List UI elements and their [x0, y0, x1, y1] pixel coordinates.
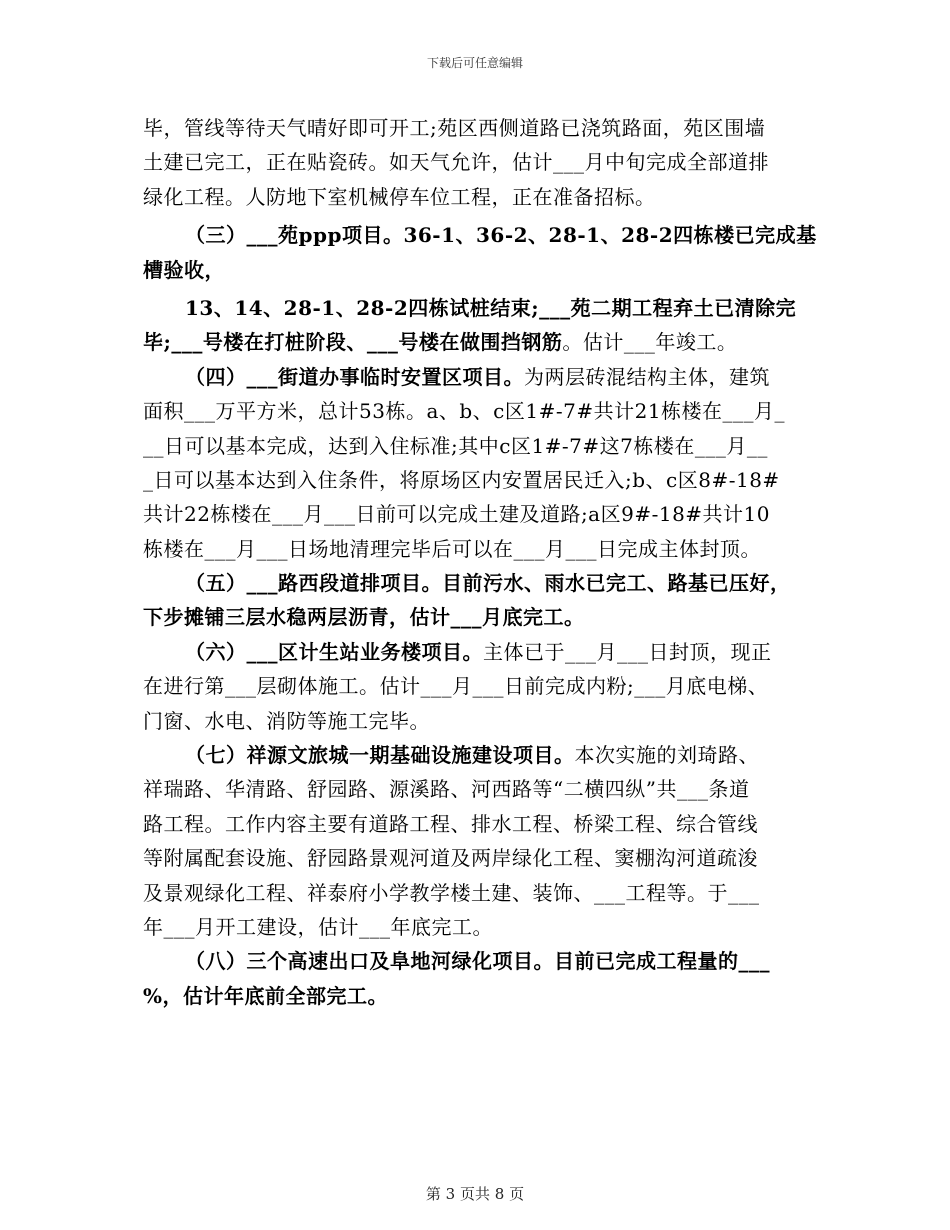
section-7-heading: （七）祥源文旅城一期基础设施建设项目。本次实施的刘琦路、: [185, 743, 759, 768]
text-line: __日可以基本完成，达到入住标准;其中c区1#-7#这7栋楼在___月__: [143, 433, 768, 458]
text-line: 栋楼在___月___日场地清理完毕后可以在___月___日完成主体封顶。: [143, 536, 761, 561]
text-line: 门窗、水电、消防等施工完毕。: [143, 708, 430, 733]
section-4-heading: （四）___街道办事临时安置区项目。为两层砖混结构主体，建筑: [185, 364, 770, 389]
section-8-heading: （八）三个高速出口及阜地河绿化项目。目前已完成工程量的___: [185, 949, 770, 974]
text-line: 毕;___号楼在打桩阶段、___号楼在做围挡钢筋。估计___年竣工。: [143, 330, 738, 355]
text-line: %，估计年底前全部完工。: [143, 983, 389, 1008]
section-5-heading: （五）___路西段道排项目。目前污水、雨水已完工、路基已压好，: [185, 571, 791, 596]
text-line: _日可以基本达到入住条件，将原场区内安置居民迁入;b、c区8#-18#: [143, 467, 780, 492]
text-line: 槽验收，: [143, 257, 225, 282]
text-line: 13、14、28-1、28-2四栋试桩结束;___苑二期工程弃土已清除完: [185, 295, 797, 320]
text-line: 年___月开工建设，估计___年底完工。: [143, 914, 493, 939]
text-line: 面积___万平方米，总计53栋。a、b、c区1#-7#共计21栋楼在___月_: [143, 399, 786, 424]
text-line: 下步摊铺三层水稳两层沥青，估计___月底完工。: [143, 605, 585, 630]
page-footer: 第 3 页共 8 页: [425, 1185, 525, 1203]
text-line: 等附属配套设施、舒园路景观河道及两岸绿化工程、窦棚沟河道疏浚: [143, 846, 758, 871]
section-3-heading: （三）___苑ppp项目。36-1、36-2、28-1、28-2四栋楼已完成基: [185, 223, 817, 248]
text-line: 及景观绿化工程、祥泰府小学教学楼土建、装饰、___工程等。于___: [143, 880, 760, 905]
text-line: 祥瑞路、华清路、舒园路、源溪路、河西路等“二横四纵”共___条道: [143, 777, 750, 802]
text-line: 共计22栋楼在___月___日前可以完成土建及道路;a区9#-18#共计10: [143, 502, 771, 527]
text-line: 毕，管线等待天气晴好即可开工;苑区西侧道路已浇筑路面，苑区围墙: [143, 116, 766, 140]
text-line: 在进行第___层砌体施工。估计___月___日前完成内粉;___月底电梯、: [143, 674, 769, 699]
text-line: 土建已完工，正在贴瓷砖。如天气允许，估计___月中旬完成全部道排: [143, 150, 769, 175]
page-header: 下载后可任意编辑: [426, 56, 523, 70]
text-line: 路工程。工作内容主要有道路工程、排水工程、桥梁工程、综合管线: [143, 811, 758, 836]
text-line: 绿化工程。人防地下室机械停车位工程，正在准备招标。: [143, 184, 656, 209]
section-6-heading: （六）___区计生站业务楼项目。主体已于___月___日封顶，现正: [185, 639, 772, 664]
document-body: [143, 111, 817, 1013]
